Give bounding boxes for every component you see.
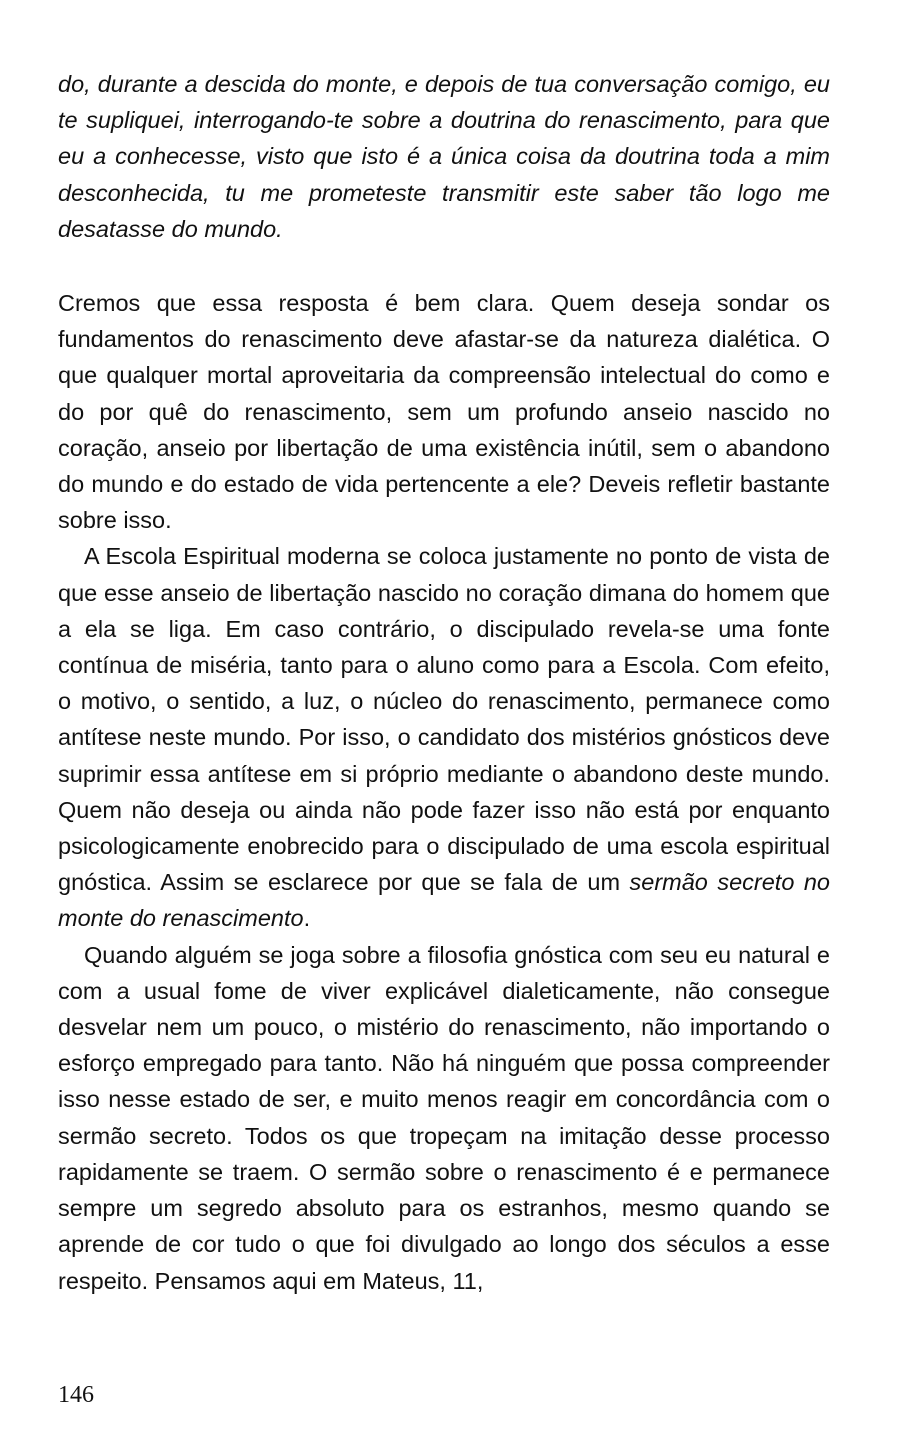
italic-phrase: sermão secreto no monte do renascimento [58, 869, 831, 932]
body-paragraph-1: Cremos que essa resposta é bem clara. Quem deseja sondar os fundamentos do renascimento deve afastar-se da natureza dialética. O que qualquer mortal aproveitaria da compreensão intelectual do como e do por quê do renascimento, sem um profundo anseio nascido no coração, anseio por libertação de uma existência inútil, sem o abandono do mundo e do estado de vida pertencente a ele? Deveis refletir bastante sobre isso. [58, 290, 830, 534]
page-number: 146 [58, 1382, 94, 1408]
body-paragraph-3: Quando alguém se joga sobre a filosofia gnóstica com seu eu natural e com a usual fome de viver explicável dialeticamente, não consegue desvelar nem um pouco, o mistério do renascimento, não importando o esforço empregado para tanto. Não há ninguém que possa compreender isso nesse estado de ser, e muito menos reagir em concordância com o sermão secreto. Todos os que tropeçam na imitação desse processo rapidamente se traem. O sermão sobre o renascimento é e permanece sempre um segredo absoluto para os estranhos, mesmo quando se aprende de cor tudo o que foi divulgado ao longo dos séculos a esse respeito. Pensamos aqui em Mateus, 11, [58, 941, 830, 1294]
body-paragraph-2-end: . [303, 905, 311, 932]
page-body [58, 66, 830, 1299]
body-paragraph-2-text: A Escola Espiritual moderna se coloca justamente no ponto de vista de que esse anseio de libertação nascido no coração dimana do homem que a ela se liga. Em caso contrário, o discipulado revela-se uma fonte contínua de miséria, tanto para o aluno como para a Escola. Com efeito, o motivo, o sentido, a luz, o núcleo do renascimento, permanece como antítese neste mundo. Por isso, o candidato dos mistérios gnósticos deve suprimir essa antítese em si próprio mediante o abandono deste mundo. Quem não deseja ou ainda não pode fazer isso não está por enquanto psicologicamente enobrecido para o discipulado de uma escola espiritual gnóstica. Assim se esclarece por que se fala de um [58, 543, 830, 896]
body-paragraph-2 [58, 538, 830, 936]
quoted-passage: do, durante a descida do monte, e depois de tua conversação comigo, eu te supliquei, interrogando-te sobre a doutrina do renascimento, para que eu a conhecesse, visto que isto é a única coisa da doutrina toda a mim desconhecida, tu me prometeste transmitir este saber tão logo me desatasse do mundo. [58, 71, 830, 242]
